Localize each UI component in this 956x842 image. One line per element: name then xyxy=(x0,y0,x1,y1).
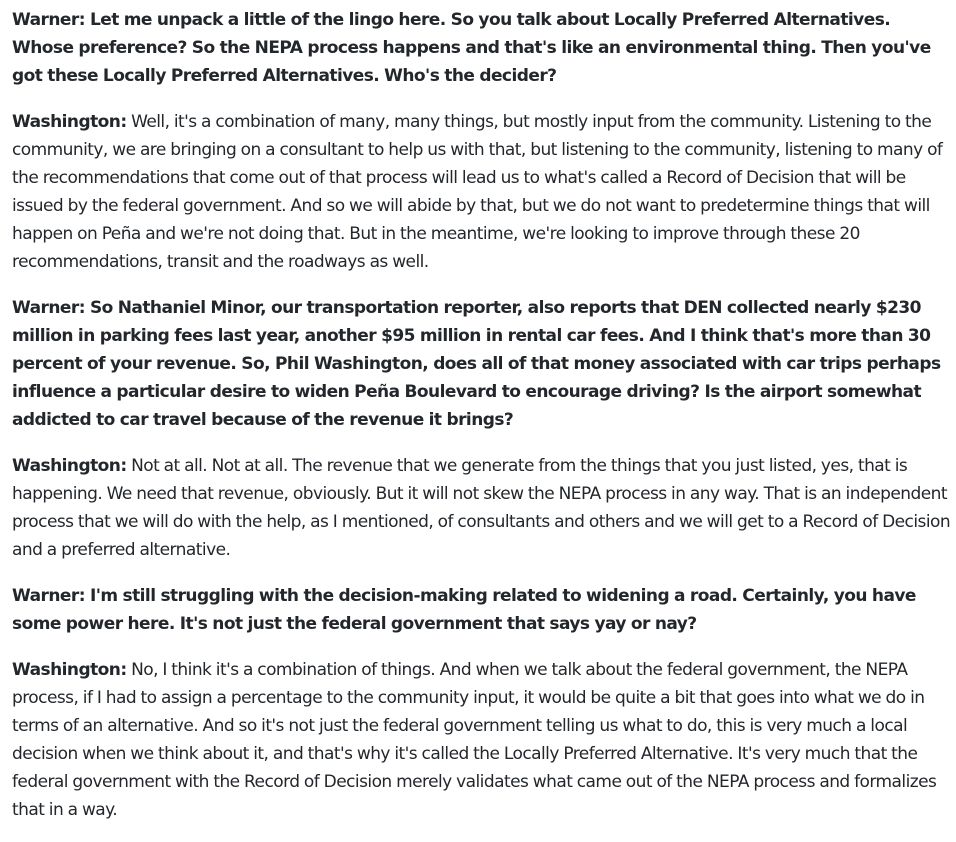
turn-text: Let me unpack a little of the lingo here. So you talk about Locally Preferred Alternatives. Whose preference? So the NEPA process happens and that's like an environmental thing. Then you've got these Locally Preferred Alternatives. Who's the decider? xyxy=(12,10,931,86)
transcript-turn-warner xyxy=(12,582,956,638)
speaker-name: Washington: xyxy=(12,660,127,680)
speaker-name: Warner: xyxy=(12,586,85,606)
transcript-turn-washington xyxy=(12,108,956,276)
turn-text: I'm still struggling with the decision-making related to widening a road. Certainly, you have some power here. It's not just the federal government that says yay or nay? xyxy=(12,586,916,634)
turn-text: No, I think it's a combination of things. And when we talk about the federal government, the NEPA process, if I had to assign a percentage to the community input, it would be quite a bit that goes into what we do in terms of an alternative. And so it's not just the federal government telling us what to do, this is very much a local decision when we think about it, and that's why it's called the Locally Preferred Alternative. It's very much that the federal government with the Record of Decision merely validates what came out of the NEPA process and formalizes that in a way. xyxy=(12,660,937,820)
turn-text: Well, it's a combination of many, many things, but mostly input from the community. Listening to the community, we are bringing on a consultant to help us with that, but listening to the community, listening to many of the recommendations that come out of that process will lead us to what's called a Record of Decision that will be issued by the federal government. And so we will abide by that, but we do not want to predetermine things that will happen on Peña and we're not doing that. But in the meantime, we're looking to improve through these 20 recommendations, transit and the roadways as well. xyxy=(12,112,943,272)
transcript-turn-washington xyxy=(12,452,956,564)
transcript-turn-warner xyxy=(12,294,956,434)
turn-text: So Nathaniel Minor, our transportation reporter, also reports that DEN collected nearly $230 million in parking fees last year, another $95 million in rental car fees. And I think that's more than 30 percent of your revenue. So, Phil Washington, does all of that money associated with car trips perhaps influence a particular desire to widen Peña Boulevard to encourage driving? Is the airport somewhat addicted to car travel because of the revenue it brings? xyxy=(12,298,941,430)
speaker-name: Warner: xyxy=(12,298,85,318)
transcript-turn-washington xyxy=(12,656,956,824)
transcript xyxy=(12,6,956,842)
turn-text: Not at all. Not at all. The revenue that we generate from the things that you just listed, yes, that is happening. We need that revenue, obviously. But it will not skew the NEPA process in any way. That is an independent process that we will do with the help, as I mentioned, of consultants and others and we will get to a Record of Decision and a preferred alternative. xyxy=(12,456,951,560)
transcript-turn-warner xyxy=(12,6,956,90)
speaker-name: Washington: xyxy=(12,112,127,132)
speaker-name: Washington: xyxy=(12,456,127,476)
speaker-name: Warner: xyxy=(12,10,85,30)
